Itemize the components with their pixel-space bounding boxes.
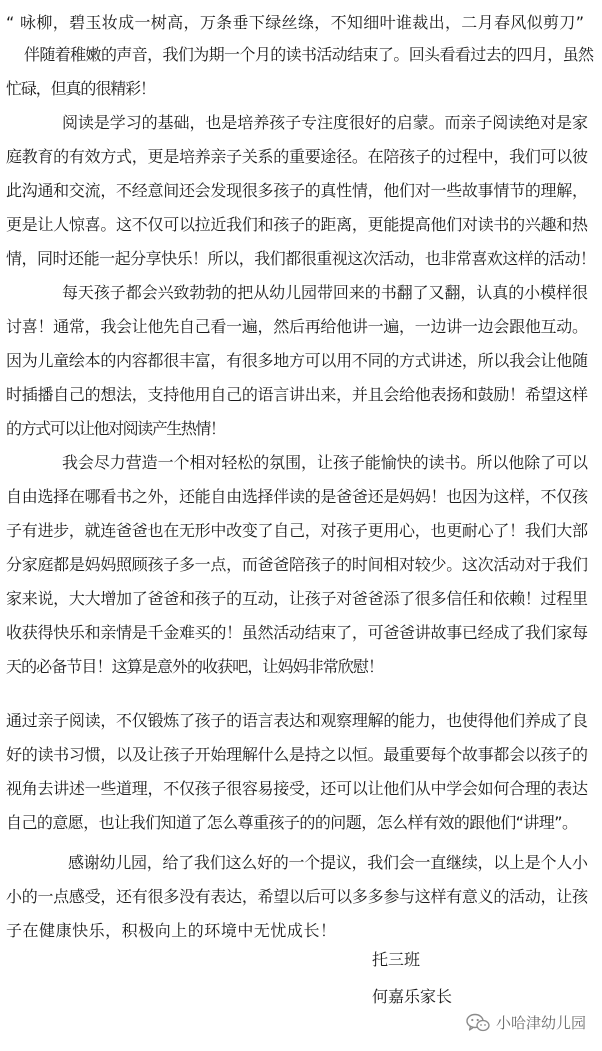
paragraph-line: 通过亲子阅读，不仅锻炼了孩子的语言表达和观察理解的能力，也使得他们养成了良: [6, 711, 588, 730]
signature-author: 何嘉乐家长: [372, 987, 453, 1006]
paragraph-line: 我会尽力营造一个相对轻松的氛围，让孩子能愉快的读书。所以他除了可以: [62, 453, 588, 472]
paragraph-line: 阅读是学习的基础，也是培养孩子专注度很好的启蒙。而亲子阅读绝对是家: [62, 113, 588, 132]
poem-line: “ 咏柳，碧玉妆成一树高，万条垂下绿丝绦，不知细叶谁裁出，二月春风似剪刀”: [6, 13, 585, 32]
paragraph-line: 每天孩子都会兴致勃勃的把从幼儿园带回来的书翻了又翻，认真的小模样很: [62, 283, 588, 302]
wechat-icon: [466, 1013, 490, 1033]
paragraph-line: 的方式可以让他对阅读产生热情！: [6, 419, 225, 438]
paragraph-line: 小的一点感受，还有很多没有表达，希望以后可以多多参与这样有意义的活动，让孩: [6, 887, 588, 906]
paragraph-line: 家来说，大大增加了爸爸和孩子的互动，让孩子对爸爸添了很多信任和依赖！过程里: [6, 589, 588, 608]
watermark-text: 小哈津幼儿园: [496, 1014, 587, 1032]
paragraph-line: 分家庭都是妈妈照顾孩子多一点，而爸爸陪孩子的时间相对较少。这次活动对于我们: [6, 555, 588, 574]
paragraph-line: 情，同时还能一起分享快乐！所以，我们都很重视这次活动，也非常喜欢这样的活动！: [6, 249, 596, 268]
paragraph-line: 庭教育的有效方式，更是培养亲子关系的重要途径。在陪孩子的过程中，我们可以彼: [6, 147, 588, 166]
paragraph-line: 自由选择在哪看书之外，还能自由选择伴读的是爸爸还是妈妈！也因为这样，不仅孩: [6, 487, 588, 506]
paragraph-line: 此沟通和交流，不经意间还会发现很多孩子的真性情，他们对一些故事情节的理解，: [6, 181, 588, 200]
paragraph-line: 天的必备节目！这算是意外的收获吧，让妈妈非常欣慰！: [6, 657, 384, 676]
paragraph-line: 讨喜！通常，我会让他先自己看一遍，然后再给他讲一遍，一边讲一边会跟他互动。: [6, 317, 588, 336]
paragraph-line: 忙碌，但真的很精彩！: [6, 79, 155, 98]
paragraph-line: 更是让人惊喜。这不仅可以拉近我们和孩子的距离，更能提高他们对读书的兴趣和热: [6, 215, 588, 234]
watermark: [466, 1012, 586, 1033]
paragraph-line: 自己的意愿，也让我们知道了怎么尊重孩子的的问题，怎么样有效的跟他们“讲理”。: [6, 813, 578, 832]
paragraph-line: 因为儿童绘本的内容都很丰富，有很多地方可以用不同的方式讲述，所以我会让他随: [6, 351, 588, 370]
paragraph-line: 感谢幼儿园，给了我们这么好的一个提议，我们会一直继续，以上是个人小: [68, 853, 588, 872]
paragraph-line: 视角去讲述一些道理，不仅孩子很容易接受，还可以让他们从中学会如何合理的表达: [6, 779, 588, 798]
paragraph-line: 伴随着稚嫩的声音，我们为期一个月的读书活动结束了。回头看看过去的四月，虽然: [24, 45, 594, 64]
paragraph-line: 子在健康快乐，积极向上的环境中无忧成长！: [6, 921, 337, 940]
paragraph-line: 收获得快乐和亲情是千金难买的！虽然活动结束了，可爸爸讲故事已经成了我们家每: [6, 623, 588, 642]
paragraph-line: 好的读书习惯，以及让孩子开始理解什么是持之以恒。最重要每个故事都会以孩子的: [6, 745, 588, 764]
paragraph-line: 子有进步，就连爸爸也在无形中改变了自己，对孩子更用心，也更耐心了！我们大部: [6, 521, 588, 540]
paragraph-line: 时插播自己的想法，支持他用自己的语言讲出来，并且会给他表扬和鼓励！希望这样: [6, 385, 588, 404]
signature-class: 托三班: [372, 950, 421, 969]
